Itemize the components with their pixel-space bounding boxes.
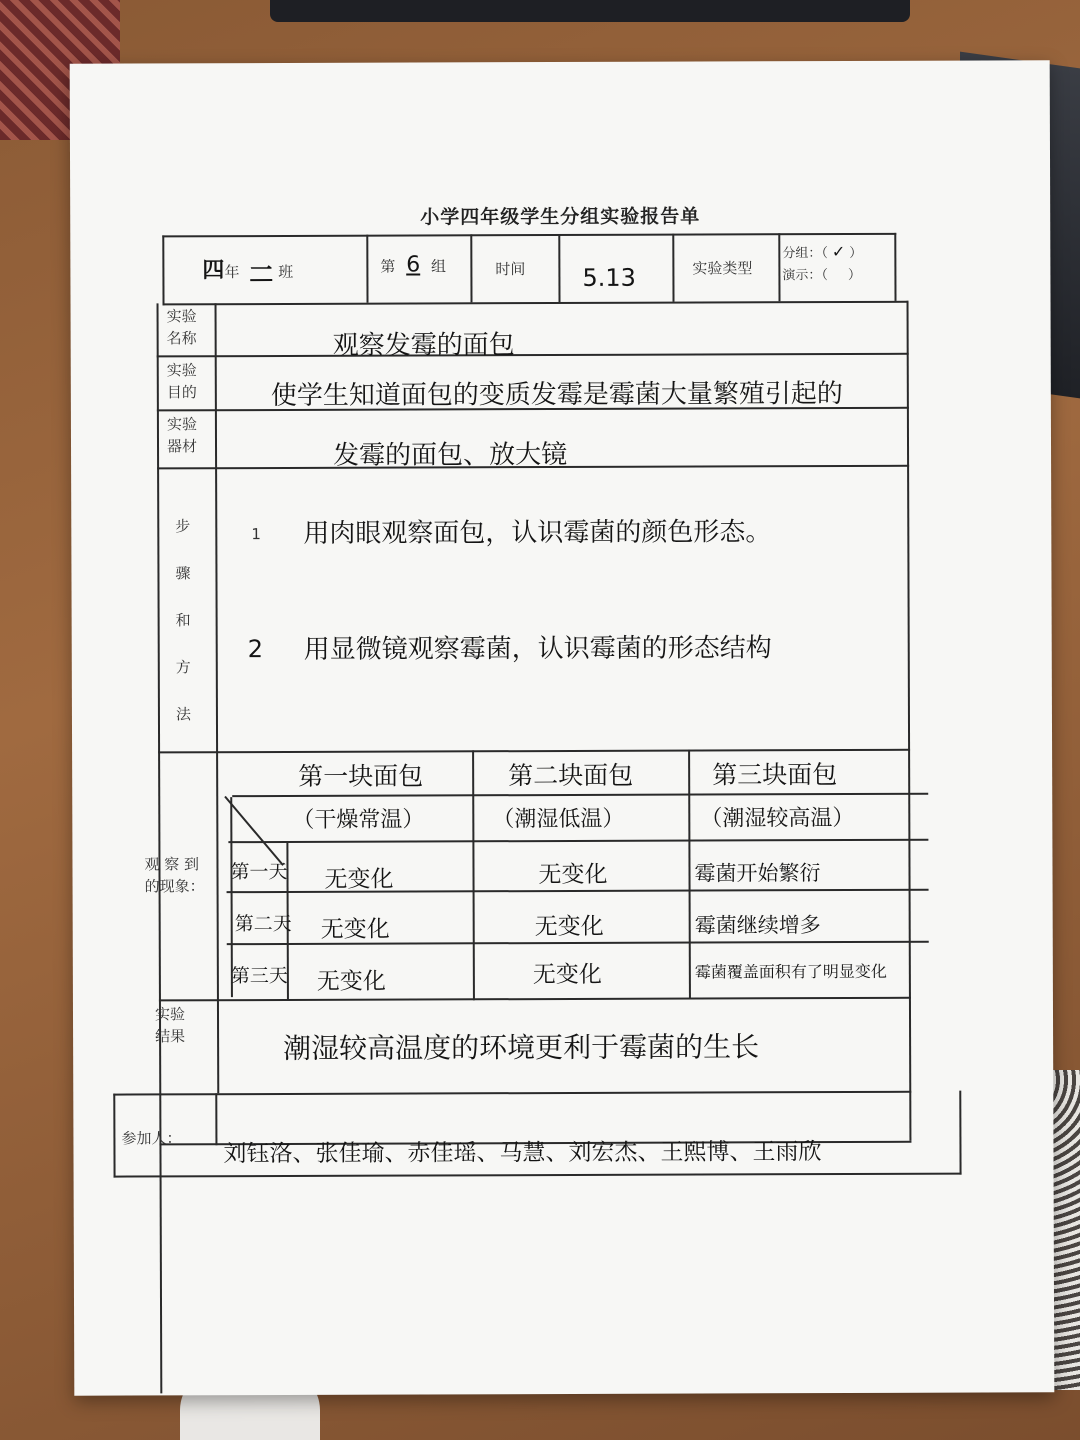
type-demo-label: 演示：（ — [782, 268, 828, 284]
col-1-condition: （干燥常温） — [292, 807, 425, 833]
report-paper — [70, 60, 1055, 1395]
step-1-text: 用肉眼观察面包，认识霉菌的颜色形态。 — [303, 517, 772, 549]
type-group-check-icon: ✓ — [831, 242, 846, 262]
day-2-col-2: 无变化 — [534, 913, 604, 941]
table-rule — [162, 233, 896, 238]
group-field — [380, 252, 446, 277]
time-value: 5.13 — [582, 263, 636, 292]
report-title: 小学四年级学生分组实验报告单 — [420, 205, 701, 229]
day-2-label: 第二天 — [234, 912, 292, 936]
table-rule — [224, 796, 284, 866]
day-1-label: 第一天 — [230, 860, 288, 884]
table-rule — [159, 997, 911, 1002]
class-label: 班 — [278, 262, 294, 281]
table-rule — [163, 301, 909, 306]
name-value: 观察发霉的面包 — [332, 330, 515, 361]
steps-label: 步 骤 和 方 法 — [175, 517, 191, 724]
table-rule — [215, 1093, 217, 1145]
day-2-col-3: 霉菌继续增多 — [694, 913, 821, 938]
table-rule — [907, 301, 912, 1141]
table-rule — [366, 235, 368, 303]
table-rule — [157, 353, 909, 358]
table-rule — [159, 1091, 911, 1096]
col-2-name: 第二块面包 — [508, 760, 634, 791]
purpose-value: 使学生知道面包的变质发霉是霉菌大量繁殖引起的 — [270, 379, 843, 412]
table-rule — [113, 1094, 115, 1178]
equipment-label: 实验 器材 — [166, 415, 198, 456]
purpose-label: 实验 目的 — [166, 361, 197, 402]
equipment-value: 发霉的面包、放大镜 — [332, 439, 568, 471]
day-1-col-3: 霉菌开始繁衍 — [694, 861, 821, 886]
day-3-label: 第三天 — [230, 964, 288, 988]
type-label: 实验类型 — [692, 259, 753, 278]
background-device-top — [270, 0, 910, 22]
table-rule — [778, 233, 780, 301]
day-3-col-1: 无变化 — [316, 968, 386, 995]
day-3-col-3: 霉菌覆盖面积有了明显变化 — [694, 961, 887, 982]
result-value: 潮湿较高温度的环境更利于霉菌的生长 — [283, 1030, 760, 1065]
class-number: 一 — [250, 258, 273, 284]
time-label: 时间 — [495, 260, 526, 279]
participants-value: 刘钰洛、张佳瑜、赤佳瑶、马慧、刘宏杰、王熙博、王雨欣 — [223, 1139, 822, 1168]
table-rule — [672, 234, 674, 302]
grade-number: 四 — [202, 258, 225, 284]
table-rule — [228, 839, 928, 843]
group-number: 6 — [406, 252, 421, 278]
table-rule — [558, 234, 560, 302]
table-rule — [162, 235, 164, 305]
step-2-text: 用显微镜观察霉菌，认识霉菌的形态结构 — [303, 633, 772, 665]
table-rule — [688, 750, 691, 1000]
col-2-condition: （潮湿低温） — [492, 806, 625, 833]
col-3-condition: （潮湿较高温） — [700, 805, 855, 832]
day-1-col-1: 无变化 — [324, 866, 394, 893]
participants-label: 参加人： — [121, 1129, 182, 1148]
table-rule — [232, 793, 928, 797]
day-3-col-2: 无变化 — [532, 961, 602, 989]
type-options: 分组：（ ✓ ） 演示：（ ） — [782, 242, 863, 284]
observation-label: 观 察 到 的现象： — [144, 855, 205, 896]
step-2-number: 2 — [247, 635, 264, 664]
type-group-label: 分组：（ — [782, 246, 828, 262]
table-rule — [959, 1091, 961, 1175]
table-rule — [113, 1093, 161, 1095]
class-field — [202, 253, 293, 284]
day-2-col-1: 无变化 — [320, 916, 390, 943]
col-3-name: 第三块面包 — [712, 760, 838, 790]
table-rule — [470, 234, 472, 302]
table-rule — [472, 750, 475, 1000]
step-1-number: 1 — [251, 525, 261, 544]
table-rule — [158, 749, 910, 754]
table-rule — [114, 1173, 962, 1178]
group-prefix: 第 — [380, 257, 396, 276]
result-label: 实验 结果 — [154, 1005, 186, 1046]
day-1-col-2: 无变化 — [538, 861, 608, 889]
group-label: 组 — [430, 257, 447, 276]
name-label: 实验 名称 — [166, 307, 197, 348]
grade-label: 年 — [224, 263, 240, 282]
col-1-name: 第一块面包 — [298, 761, 424, 791]
table-rule — [894, 233, 896, 301]
table-rule — [215, 303, 220, 1093]
